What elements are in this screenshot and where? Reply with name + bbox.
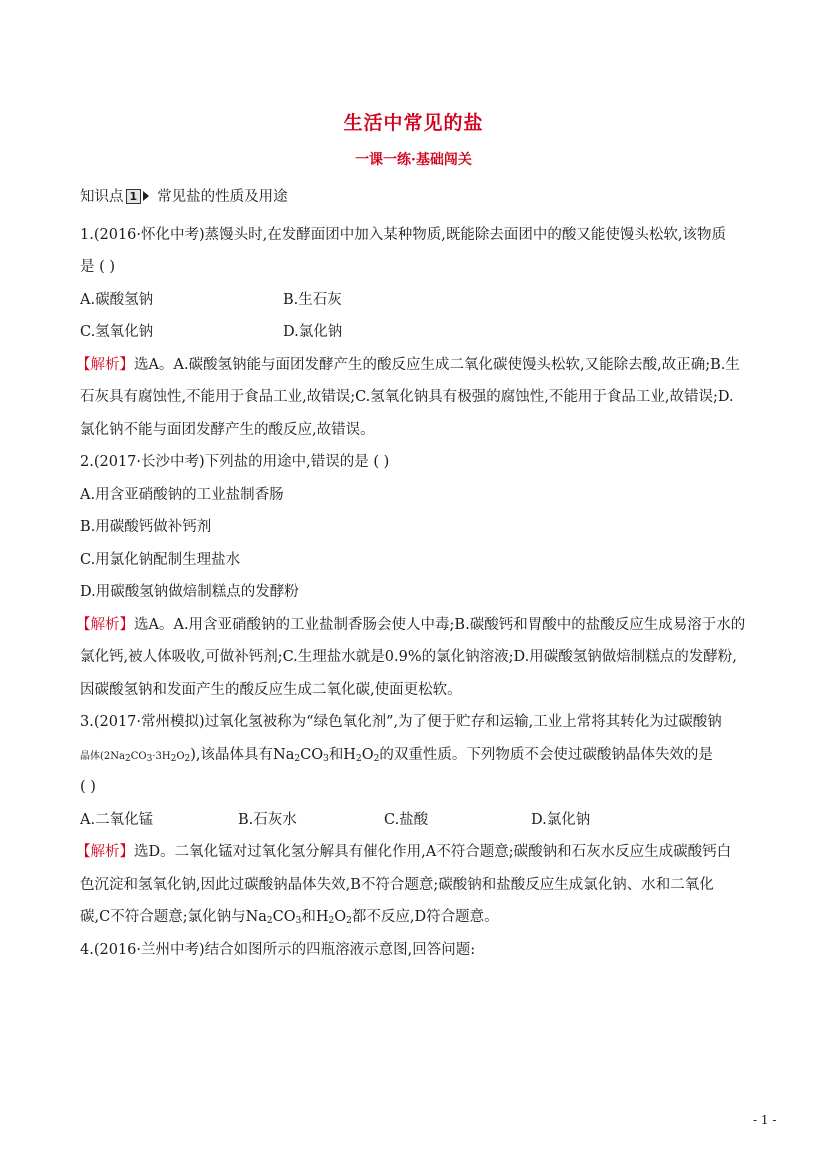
q2-analysis-line2: 氯化钙,被人体吸收,可做补钙剂;C.生理盐水就是0.9%的氯化钠溶液;D.用碳酸氢钠做焙制糕点的发酵粉, xyxy=(80,649,737,665)
q1-analysis-line3: 氯化钠不能与面团发酵产生的酸反应,故错误。 xyxy=(80,422,375,438)
knowledge-point-heading xyxy=(80,187,288,207)
q3-stem-line2: 晶体$(2Na_2CO_3\cdot 3H_2O_2)$,该晶体具有$Na_2CO_3$和$H_2O_2$的双重性质。下列物质不会使过碳酸钠晶体失效的是 xyxy=(80,747,713,764)
q1-analysis-line1: 【解析】选A。A.碳酸氢钠能与面团发酵产生的酸反应生成二氧化碳使馒头松软,又能除去酸,故正确;B.生 xyxy=(76,357,740,373)
knowledge-topic: 常见盐的性质及用途 xyxy=(157,189,288,205)
knowledge-number-badge: 1 xyxy=(126,189,142,204)
q2-analysis-line1: 【解析】选A。A.用含亚硝酸钠的工业盐制香肠会使人中毒;B.碳酸钙和胃酸中的盐酸反应生成易溶于水的 xyxy=(76,617,746,633)
q2-stem: 2.(2017·长沙中考)下列盐的用途中,错误的是 ( ) xyxy=(80,454,390,470)
q3-option-b: B.石灰水 xyxy=(238,812,297,828)
q1-option-b: B.生石灰 xyxy=(283,292,342,308)
q1-stem-line2: 是 ( ) xyxy=(80,259,116,275)
q3-stem-line3: ( ) xyxy=(80,779,96,795)
q3-analysis-line1: 【解析】选D。二氧化锰对过氧化氢分解具有催化作用,A不符合题意;碳酸钠和石灰水反应生成碳酸钙白 xyxy=(76,844,732,860)
q1-option-a: A.碳酸氢钠 xyxy=(80,292,154,308)
q3-option-c: C.盐酸 xyxy=(384,812,429,828)
q2-analysis-line3: 因碳酸氢钠和发面产生的酸反应生成二氧化碳,使面更松软。 xyxy=(80,682,462,698)
knowledge-prefix: 知识点 xyxy=(80,189,124,205)
q1-analysis-line2: 石灰具有腐蚀性,不能用于食品工业,故错误;C.氢氧化钠具有极强的腐蚀性,不能用于食品工业,故错误;D. xyxy=(80,389,734,405)
q1-stem-line1: 1.(2016·怀化中考)蒸馒头时,在发酵面团中加入某种物质,既能除去面团中的酸又能使馒头松软,该物质 xyxy=(80,227,726,243)
q2-option-d: D.用碳酸氢钠做焙制糕点的发酵粉 xyxy=(80,584,299,600)
q2-option-a: A.用含亚硝酸钠的工业盐制香肠 xyxy=(80,487,284,503)
q2-option-b: B.用碳酸钙做补钙剂 xyxy=(80,519,212,535)
analysis-tag: 【解析】 xyxy=(76,357,134,373)
analysis-tag: 【解析】 xyxy=(76,844,134,860)
q4-stem: 4.(2016·兰州中考)结合如图所示的四瓶溶液示意图,回答问题: xyxy=(80,942,476,958)
triangle-right-icon xyxy=(143,191,149,201)
q3-option-d: D.氯化钠 xyxy=(531,812,591,828)
section-subtitle: 一课一练·基础闯关 xyxy=(355,152,472,168)
q1-option-c: C.氢氧化钠 xyxy=(80,324,154,340)
analysis-tag: 【解析】 xyxy=(76,617,134,633)
q3-stem-line1: 3.(2017·常州模拟)过氧化氢被称为“绿色氧化剂”,为了便于贮存和运输,工业上常将其转化为过碳酸钠 xyxy=(80,714,722,730)
q3-analysis-line3: 碳,C不符合题意;氯化钠与$Na_2CO_3$和$H_2O_2$都不反应,D符合题意。 xyxy=(80,909,499,926)
q1-option-d: D.氯化钠 xyxy=(283,324,343,340)
q3-option-a: A.二氧化锰 xyxy=(80,812,154,828)
q3-analysis-line2: 色沉淀和氢氧化钠,因此过碳酸钠晶体失效,B不符合题意;碳酸钠和盐酸反应生成氯化钠、水和二氧化 xyxy=(80,877,714,893)
page-number: - 1 - xyxy=(753,1113,777,1127)
q2-option-c: C.用氯化钠配制生理盐水 xyxy=(80,552,241,568)
page-title: 生活中常见的盐 xyxy=(343,112,484,134)
